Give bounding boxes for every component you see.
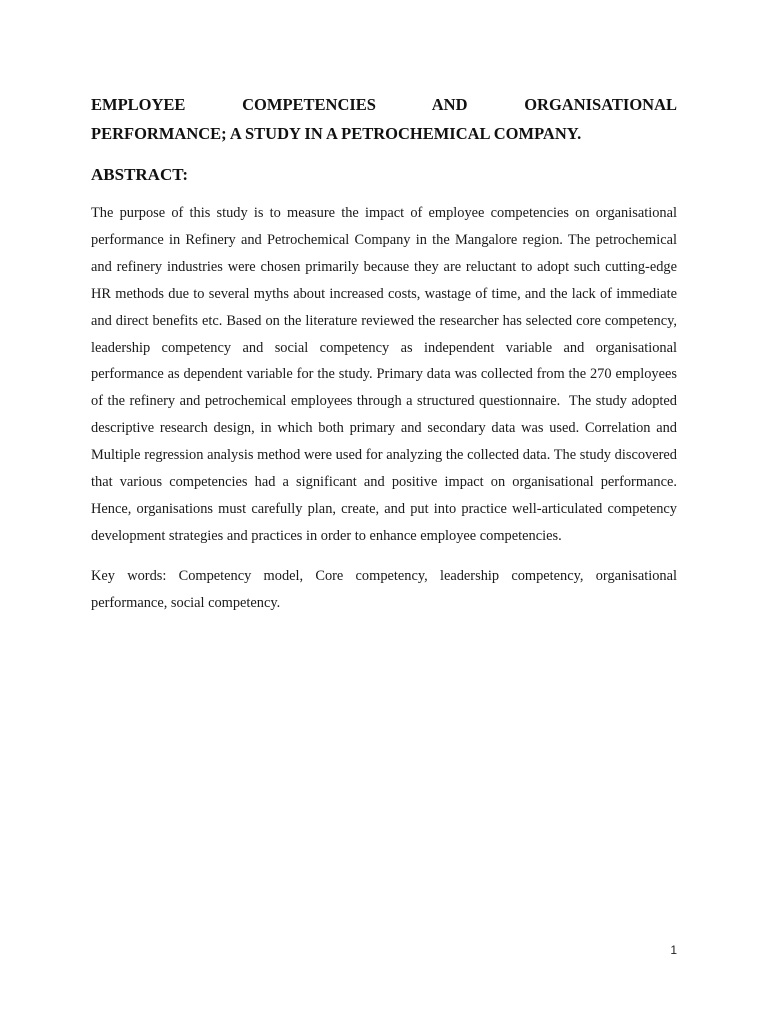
paper-title-line-2: PERFORMANCE; A STUDY IN A PETROCHEMICAL COMPANY. <box>91 124 582 143</box>
abstract-paragraph: The purpose of this study is to measure the impact of employee competencies on organisational performance in Refinery and Petrochemical Company in the Mangalore region. The petrochemical and refinery industries were chosen primarily because they are reluctant to adopt such cutting-edge HR methods due to several myths about increased costs, wastage of time, and the lack of immediate and direct benefits etc. Based on the literature reviewed the researcher has selected core competency, leadership competency and social competency as independent variable and organisational performance as dependent variable for the study. Primary data was collected from the 270 employees of the refinery and petrochemical employees through a structured questionnaire. The study adopted descriptive research design, in which both primary and secondary data was used. Correlation and Multiple regression analysis method were used for analyzing the collected data. The study discovered that various competencies had a significant and positive impact on organisational performance. Hence, organisations must carefully plan, create, and put into practice well-articulated competency development strategies and practices in order to enhance employee competencies. <box>91 205 677 544</box>
abstract-heading: ABSTRACT: <box>91 165 188 184</box>
paper-title-line-1: EMPLOYEE COMPETENCIES AND ORGANISATIONAL <box>91 95 677 114</box>
paper-title <box>91 90 677 148</box>
page-number: 1 <box>670 943 677 957</box>
page-content <box>91 90 677 617</box>
keywords-paragraph: Key words: Competency model, Core competency, leadership competency, organisational performance, social competency. <box>91 567 677 611</box>
